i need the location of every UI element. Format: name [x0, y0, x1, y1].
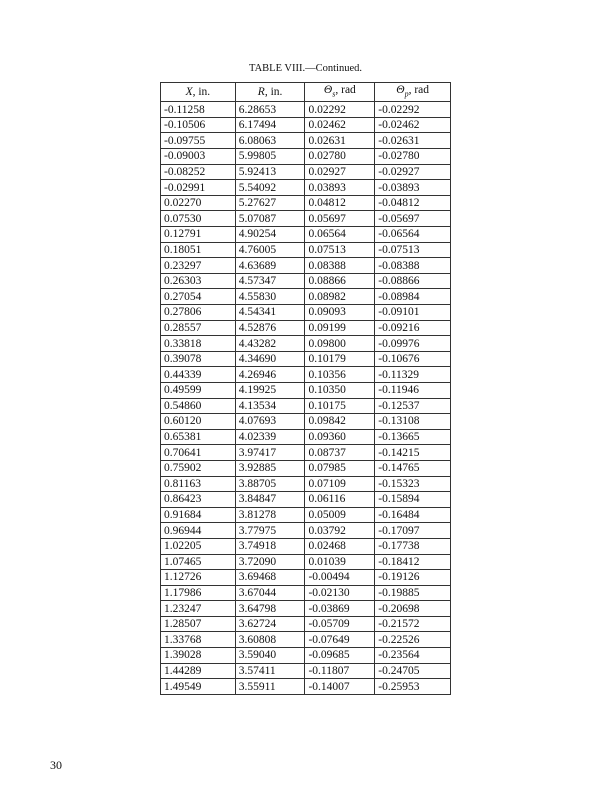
table-cell: -0.05697	[375, 211, 451, 227]
table-cell: 1.12726	[161, 570, 236, 586]
table-cell: -0.17097	[375, 523, 451, 539]
table-title: TABLE VIII.—Continued.	[249, 63, 362, 74]
table-cell: 0.08388	[305, 258, 375, 274]
table-row	[161, 133, 451, 149]
table-row	[161, 195, 451, 211]
table-cell: -0.04812	[375, 195, 451, 211]
table-cell: 4.63689	[235, 258, 305, 274]
table-row	[161, 336, 451, 352]
table-row	[161, 227, 451, 243]
table-cell: 3.77975	[235, 523, 305, 539]
table-cell: 0.10356	[305, 367, 375, 383]
table-cell: 1.07465	[161, 554, 236, 570]
table-cell: -0.10506	[161, 117, 236, 133]
table-cell: 4.54341	[235, 305, 305, 321]
table-cell: 5.07087	[235, 211, 305, 227]
table-cell: 0.03792	[305, 523, 375, 539]
table-cell: 1.49549	[161, 679, 236, 695]
table-cell: 0.07985	[305, 460, 375, 476]
table-row	[161, 663, 451, 679]
header-theta-s: $\Theta_s$, rad	[305, 83, 375, 102]
table-cell: -0.08252	[161, 164, 236, 180]
table-cell: -0.00494	[305, 570, 375, 586]
table-cell: -0.11807	[305, 663, 375, 679]
table-cell: 0.02292	[305, 102, 375, 118]
table-cell: 0.07530	[161, 211, 236, 227]
table-cell: -0.09976	[375, 336, 451, 352]
table-row	[161, 554, 451, 570]
header-theta-p: $\Theta_p$, rad	[375, 83, 451, 102]
table-cell: 1.44289	[161, 663, 236, 679]
table-cell: 4.52876	[235, 320, 305, 336]
table-cell: 0.08737	[305, 445, 375, 461]
table-cell: 4.76005	[235, 242, 305, 258]
table-cell: 0.18051	[161, 242, 236, 258]
table-cell: 0.49599	[161, 382, 236, 398]
table-cell: 0.10175	[305, 398, 375, 414]
table-cell: 1.28507	[161, 616, 236, 632]
table-cell: -0.14765	[375, 460, 451, 476]
table-row	[161, 211, 451, 227]
table-cell: 0.54860	[161, 398, 236, 414]
table-cell: -0.12537	[375, 398, 451, 414]
table-row	[161, 476, 451, 492]
table-cell: -0.23564	[375, 648, 451, 664]
table-cell: -0.17738	[375, 538, 451, 554]
table-cell: 1.17986	[161, 585, 236, 601]
table-cell: 0.02631	[305, 133, 375, 149]
table-cell: -0.07513	[375, 242, 451, 258]
table-cell: -0.02631	[375, 133, 451, 149]
table-cell: 3.81278	[235, 507, 305, 523]
table-cell: -0.02462	[375, 117, 451, 133]
table-cell: 4.26946	[235, 367, 305, 383]
table-cell: 3.59040	[235, 648, 305, 664]
table-cell: 0.27054	[161, 289, 236, 305]
table-cell: 0.26303	[161, 273, 236, 289]
table-row	[161, 351, 451, 367]
table-cell: -0.13665	[375, 429, 451, 445]
table-cell: 1.39028	[161, 648, 236, 664]
table-row	[161, 164, 451, 180]
table-cell: 0.07109	[305, 476, 375, 492]
table-cell: -0.20698	[375, 601, 451, 617]
table-cell: -0.02991	[161, 180, 236, 196]
table-cell: 0.81163	[161, 476, 236, 492]
data-table	[160, 82, 451, 695]
table-cell: -0.09101	[375, 305, 451, 321]
table-cell: -0.19126	[375, 570, 451, 586]
table-cell: 0.28557	[161, 320, 236, 336]
table-cell: 3.62724	[235, 616, 305, 632]
table-cell: 4.55830	[235, 289, 305, 305]
table-cell: 0.65381	[161, 429, 236, 445]
table-row	[161, 320, 451, 336]
table-cell: -0.15323	[375, 476, 451, 492]
table-row	[161, 601, 451, 617]
table-cell: 4.13534	[235, 398, 305, 414]
table-cell: 0.44339	[161, 367, 236, 383]
table-cell: -0.02292	[375, 102, 451, 118]
table-cell: -0.10676	[375, 351, 451, 367]
table-cell: -0.08866	[375, 273, 451, 289]
table-cell: 6.08063	[235, 133, 305, 149]
table-row	[161, 570, 451, 586]
table-cell: -0.07649	[305, 632, 375, 648]
table-cell: -0.21572	[375, 616, 451, 632]
table-row	[161, 538, 451, 554]
table-cell: 5.92413	[235, 164, 305, 180]
table-cell: 4.34690	[235, 351, 305, 367]
table-row	[161, 382, 451, 398]
table-row	[161, 616, 451, 632]
table-cell: 0.06564	[305, 227, 375, 243]
table-row	[161, 149, 451, 165]
table-row	[161, 585, 451, 601]
table-cell: 1.23247	[161, 601, 236, 617]
table-cell: 3.60808	[235, 632, 305, 648]
table-cell: -0.14215	[375, 445, 451, 461]
table-cell: 0.12791	[161, 227, 236, 243]
table-cell: 0.86423	[161, 492, 236, 508]
table-cell: -0.06564	[375, 227, 451, 243]
table-cell: 3.64798	[235, 601, 305, 617]
table-row	[161, 258, 451, 274]
table-cell: 0.27806	[161, 305, 236, 321]
table-cell: -0.08388	[375, 258, 451, 274]
table-row	[161, 460, 451, 476]
table-cell: -0.19885	[375, 585, 451, 601]
table-cell: 3.72090	[235, 554, 305, 570]
table-cell: 0.09842	[305, 414, 375, 430]
table-cell: 4.19925	[235, 382, 305, 398]
table-row	[161, 679, 451, 695]
table-cell: 3.67044	[235, 585, 305, 601]
table-cell: -0.14007	[305, 679, 375, 695]
table-cell: 5.27627	[235, 195, 305, 211]
table-cell: 6.17494	[235, 117, 305, 133]
table-cell: -0.15894	[375, 492, 451, 508]
table-cell: 3.74918	[235, 538, 305, 554]
table-cell: -0.18412	[375, 554, 451, 570]
table-cell: -0.08984	[375, 289, 451, 305]
table-cell: 3.97417	[235, 445, 305, 461]
table-cell: 0.03893	[305, 180, 375, 196]
table-row	[161, 305, 451, 321]
table-cell: 3.84847	[235, 492, 305, 508]
table-cell: 1.02205	[161, 538, 236, 554]
table-cell: 0.02462	[305, 117, 375, 133]
table-cell: 3.92885	[235, 460, 305, 476]
table-cell: 0.96944	[161, 523, 236, 539]
table-cell: -0.09685	[305, 648, 375, 664]
table-cell: -0.25953	[375, 679, 451, 695]
table-cell: -0.13108	[375, 414, 451, 430]
table-cell: 0.09093	[305, 305, 375, 321]
table-cell: 3.69468	[235, 570, 305, 586]
table-cell: 0.08982	[305, 289, 375, 305]
table-row	[161, 414, 451, 430]
table-cell: 0.10350	[305, 382, 375, 398]
table-cell: -0.09216	[375, 320, 451, 336]
table-cell: -0.05709	[305, 616, 375, 632]
table-row	[161, 102, 451, 118]
table-cell: 0.09800	[305, 336, 375, 352]
table-row	[161, 367, 451, 383]
table-cell: -0.03869	[305, 601, 375, 617]
page-number: 30	[50, 758, 62, 772]
table-cell: -0.02130	[305, 585, 375, 601]
table-cell: 0.02927	[305, 164, 375, 180]
table-cell: 0.01039	[305, 554, 375, 570]
table-row	[161, 492, 451, 508]
table-row	[161, 507, 451, 523]
table-cell: 4.07693	[235, 414, 305, 430]
table-cell: 0.39078	[161, 351, 236, 367]
table-cell: 0.23297	[161, 258, 236, 274]
table-row	[161, 242, 451, 258]
table-cell: -0.09003	[161, 149, 236, 165]
table-cell: 0.70641	[161, 445, 236, 461]
table-cell: -0.02780	[375, 149, 451, 165]
table-cell: 5.99805	[235, 149, 305, 165]
table-cell: 4.90254	[235, 227, 305, 243]
table-cell: 0.07513	[305, 242, 375, 258]
table-cell: -0.09755	[161, 133, 236, 149]
table-row	[161, 632, 451, 648]
table-cell: -0.03893	[375, 180, 451, 196]
table-cell: 0.05697	[305, 211, 375, 227]
table-row	[161, 523, 451, 539]
table-cell: 4.57347	[235, 273, 305, 289]
table-row	[161, 117, 451, 133]
header-r: R, in.	[235, 83, 305, 102]
table-cell: -0.24705	[375, 663, 451, 679]
table-row	[161, 429, 451, 445]
table-cell: -0.11258	[161, 102, 236, 118]
table-cell: 4.02339	[235, 429, 305, 445]
table-cell: 6.28653	[235, 102, 305, 118]
table-cell: 0.05009	[305, 507, 375, 523]
table-header-row	[161, 83, 451, 102]
table-cell: 0.04812	[305, 195, 375, 211]
table-cell: 3.57411	[235, 663, 305, 679]
table-cell: 0.06116	[305, 492, 375, 508]
table-cell: 3.88705	[235, 476, 305, 492]
table-cell: 3.55911	[235, 679, 305, 695]
table-cell: -0.22526	[375, 632, 451, 648]
table-cell: 0.10179	[305, 351, 375, 367]
table-cell: -0.11946	[375, 382, 451, 398]
table-cell: -0.16484	[375, 507, 451, 523]
table-cell: 5.54092	[235, 180, 305, 196]
table-row	[161, 273, 451, 289]
table-row	[161, 289, 451, 305]
table-row	[161, 648, 451, 664]
table-cell: 0.60120	[161, 414, 236, 430]
table-cell: 0.33818	[161, 336, 236, 352]
table-cell: 0.91684	[161, 507, 236, 523]
table-cell: 0.09360	[305, 429, 375, 445]
table-cell: -0.11329	[375, 367, 451, 383]
table-row	[161, 398, 451, 414]
table-cell: 0.02270	[161, 195, 236, 211]
table-cell: 0.09199	[305, 320, 375, 336]
table-cell: 1.33768	[161, 632, 236, 648]
table-cell: 0.02468	[305, 538, 375, 554]
header-x: X, in.	[161, 83, 236, 102]
table-cell: 0.75902	[161, 460, 236, 476]
table-cell: 0.02780	[305, 149, 375, 165]
table-cell: 4.43282	[235, 336, 305, 352]
table-row	[161, 445, 451, 461]
table-row	[161, 180, 451, 196]
table-cell: -0.02927	[375, 164, 451, 180]
table-cell: 0.08866	[305, 273, 375, 289]
